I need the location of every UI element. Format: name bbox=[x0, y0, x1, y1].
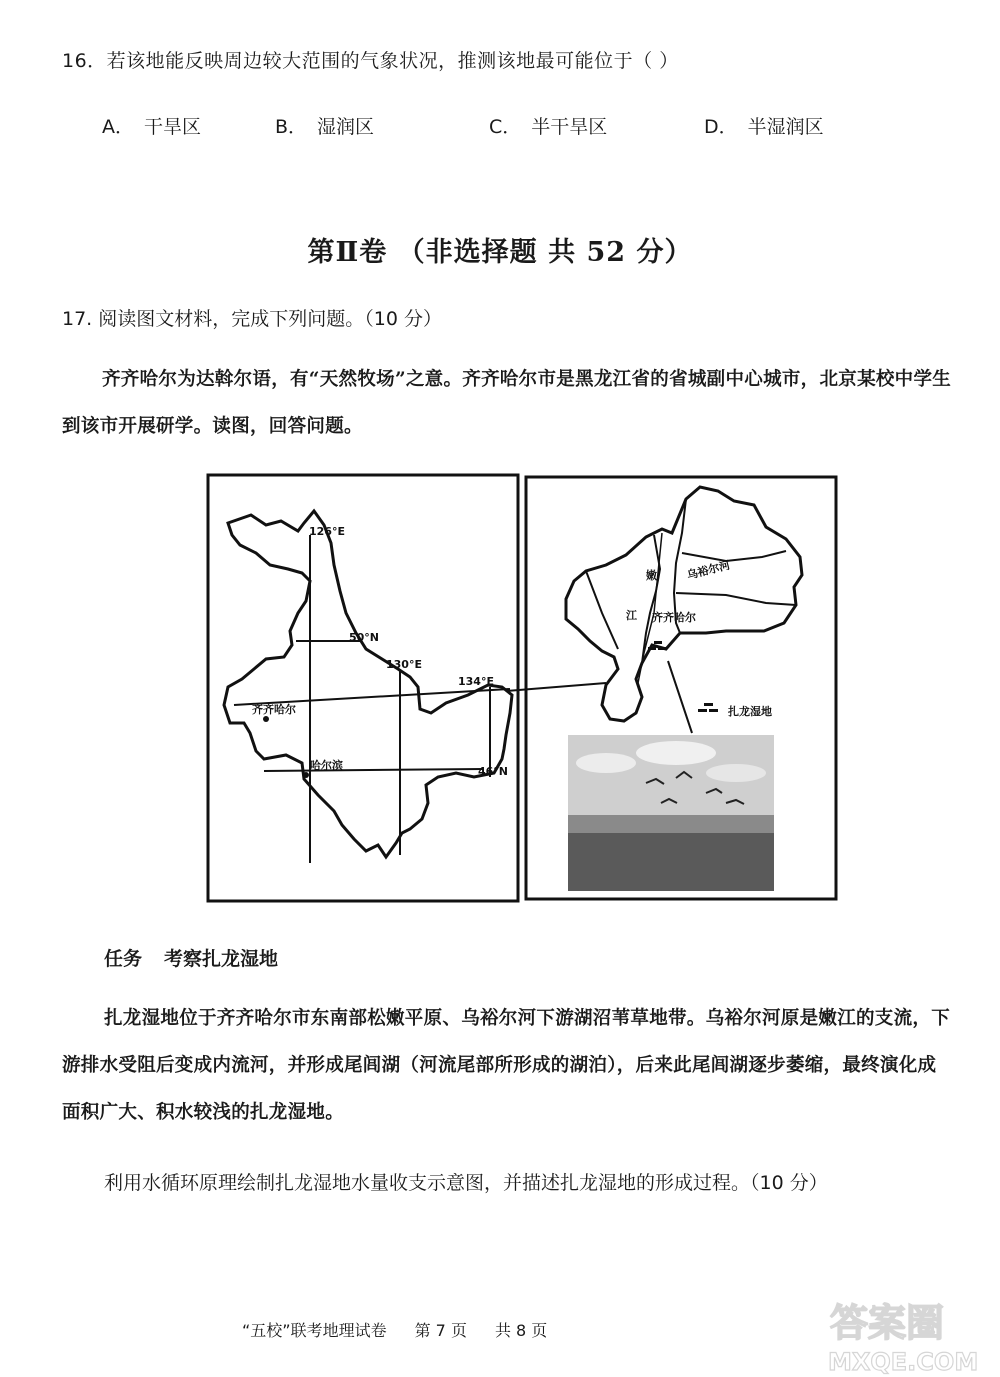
district-boundary bbox=[676, 593, 796, 605]
question-17-heading: 17. 阅读图文材料，完成下列问题。（10 分） bbox=[62, 308, 442, 330]
option-a bbox=[102, 112, 201, 139]
label-50n: 50°N bbox=[349, 631, 380, 644]
label-qiqihar: 齐齐哈尔 bbox=[252, 703, 296, 716]
label-46n: 46°N bbox=[478, 765, 509, 778]
option-letter: C． bbox=[489, 116, 522, 138]
page-footer bbox=[242, 1318, 575, 1341]
pointer-line bbox=[668, 661, 692, 733]
watermark-text-bottom: MXQE.COM bbox=[828, 1348, 979, 1376]
label-126e: 126°E bbox=[309, 525, 345, 538]
question-instruction: 利用水循环原理绘制扎龙湿地水量收支示意图，并描述扎龙湿地的形成过程。（10 分） bbox=[104, 1172, 828, 1194]
footer-exam-title: “五校”联考地理试卷 bbox=[242, 1321, 387, 1340]
label-qiqihar-city: 齐齐哈尔 bbox=[652, 611, 696, 624]
question-16-stem: 16．若该地能反映周边较大范围的气象状况，推测该地最可能位于（ ） bbox=[62, 50, 679, 72]
legend-label-zhalong: 扎龙湿地 bbox=[728, 705, 772, 718]
option-text: 半干旱区 bbox=[531, 116, 608, 138]
qiqihar-city-dot bbox=[263, 716, 269, 722]
task-heading bbox=[104, 944, 278, 971]
district-boundary bbox=[682, 551, 786, 561]
label-harbin: 哈尔滨 bbox=[310, 759, 343, 772]
option-letter: B． bbox=[275, 116, 308, 138]
map-figure bbox=[206, 473, 840, 903]
section-title: 第Ⅱ卷 （非选择题 共 52 分） bbox=[307, 237, 693, 268]
label-130e: 130°E bbox=[386, 658, 422, 671]
option-b bbox=[275, 112, 374, 139]
intro-paragraph: 齐齐哈尔为达斡尔语，有“天然牧场”之意。齐齐哈尔市是黑龙江省的省城副中心城市，北京某校中学生到该市开展研学。读图，回答问题。 bbox=[62, 369, 952, 437]
label-jiang: 江 bbox=[626, 609, 637, 622]
district-boundary bbox=[586, 571, 618, 649]
option-d bbox=[704, 112, 824, 139]
left-map-frame bbox=[208, 475, 518, 901]
option-text: 湿润区 bbox=[317, 116, 375, 138]
label-wuyuer-river: 乌裕尔河 bbox=[685, 558, 732, 582]
watermark-logo bbox=[822, 1292, 1000, 1377]
watermark-text-top: 答案圈 bbox=[830, 1301, 945, 1345]
parallel-46n bbox=[264, 769, 484, 771]
option-letter: D． bbox=[704, 116, 738, 138]
footer-page-number: 第 7 页 bbox=[414, 1321, 467, 1340]
wetland-photo bbox=[568, 735, 774, 891]
label-134e: 134°E bbox=[458, 675, 494, 688]
option-text: 干旱区 bbox=[144, 116, 202, 138]
footer-total-pages: 共 8 页 bbox=[494, 1321, 548, 1340]
option-letter: A． bbox=[102, 116, 134, 138]
option-c bbox=[489, 112, 607, 139]
task-label: 任务 bbox=[104, 948, 143, 970]
option-text: 半湿润区 bbox=[747, 116, 824, 138]
connector-line bbox=[506, 683, 606, 691]
label-nen: 嫩 bbox=[646, 569, 657, 582]
harbin-city-dot bbox=[303, 772, 309, 778]
task-title: 考察扎龙湿地 bbox=[164, 948, 279, 970]
wetland-paragraph: 扎龙湿地位于齐齐哈尔市东南部松嫩平原、乌裕尔河下游湖沼苇草地带。乌裕尔河原是嫩江的支流，下游排水受阻后变成内流河，并形成尾闾湖（河流尾部所形成的湖泊），后来此尾闾湖逐步萎缩，最终演化成面积广大、积水较浅的扎龙湿地。 bbox=[62, 1008, 951, 1123]
wetland-legend-symbol bbox=[698, 703, 718, 712]
